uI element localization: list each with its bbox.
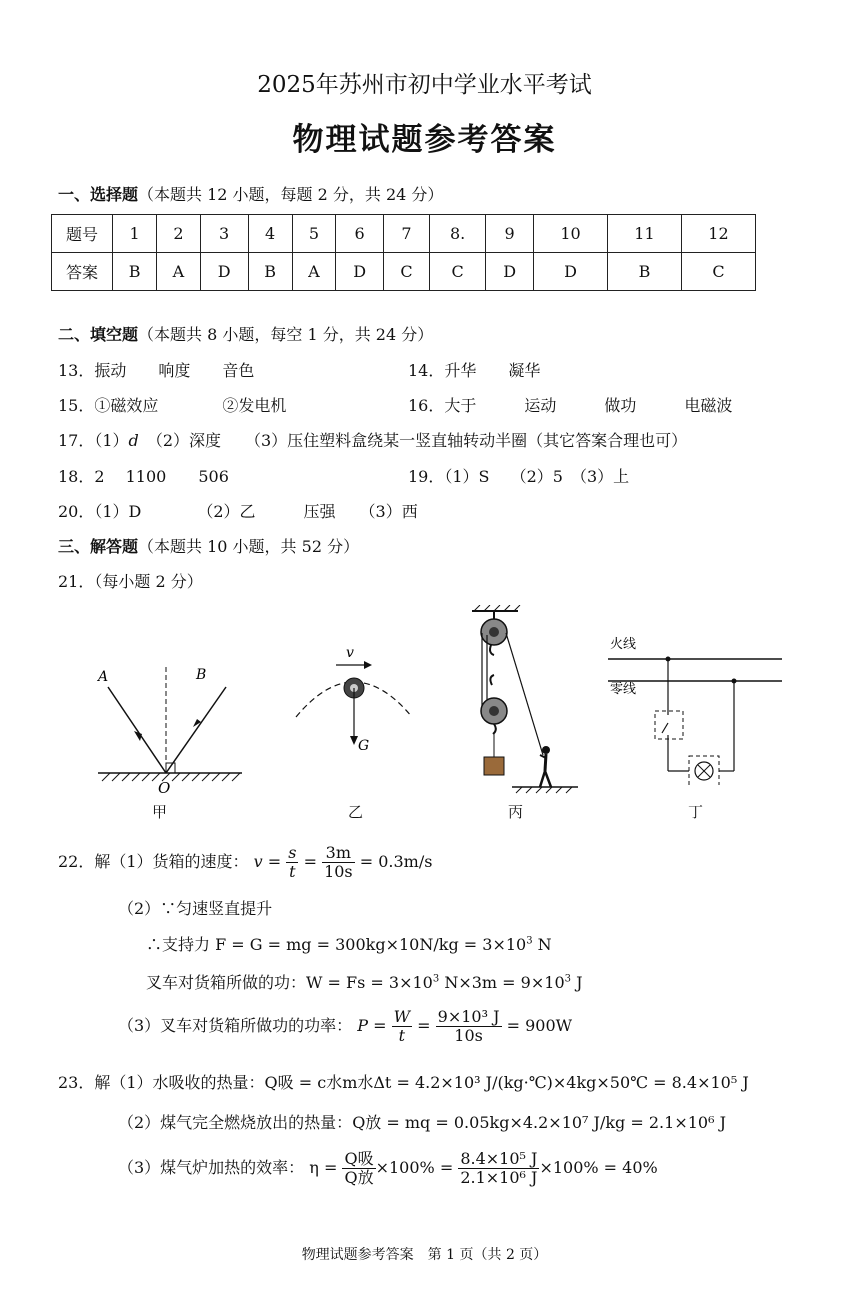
section-2-heading	[58, 322, 433, 345]
ball-arc-diagram	[290, 605, 420, 765]
table-cell: D	[200, 253, 248, 291]
table-cell: 1	[113, 215, 157, 253]
zero-wire-label: 零线	[610, 682, 637, 697]
table-cell: 5	[292, 215, 335, 253]
q22-p1-label: 22．解（1）货箱的速度：	[58, 852, 249, 871]
table-cell: 7	[384, 215, 430, 253]
q22-result-1: = 0.3m/s	[359, 852, 433, 871]
table-cell: 4	[248, 215, 292, 253]
row-label-a: 答案	[52, 253, 113, 291]
section-1-heading	[58, 182, 443, 205]
table-row-answers	[52, 253, 756, 291]
table-cell: C	[384, 253, 430, 291]
answer-22-part1: 22．解（1）货箱的速度： v = $\frac{s}{t}$ = $\frac{3m}{10s}$ = 0.3m/s	[58, 843, 433, 881]
caption-jia: 甲	[152, 803, 168, 821]
answer-17-var: d	[128, 431, 139, 450]
table-cell: A	[292, 253, 335, 291]
section-1-note: （本题共 12 小题，每题 2 分，共 24 分）	[138, 185, 444, 204]
answer-22-part3: （3）叉车对货箱所做功的功率： P = $\frac{W}{t}$ = $\frac{\text{9×10³ J}}{10s}$ = 900W	[118, 1007, 573, 1045]
table-cell: D	[534, 253, 608, 291]
section-2-title: 二、填空题	[58, 325, 139, 344]
answer-table	[51, 214, 756, 291]
answer-22-part2: （2）∵匀速竖直提升	[118, 899, 273, 918]
table-cell: D	[486, 253, 534, 291]
section-3-note: （本题共 10 小题，共 52 分）	[138, 537, 360, 556]
table-cell: C	[429, 253, 485, 291]
q22-var-v: v	[253, 852, 263, 871]
answer-14: 14．升华 凝华	[408, 361, 541, 380]
q22-fraction-4: $\frac{\text{9×10³ J}}{10s}$	[437, 1007, 500, 1045]
table-cell: 6	[336, 215, 384, 253]
table-cell: C	[681, 253, 755, 291]
answer-17	[58, 428, 687, 451]
label-A: A	[98, 669, 109, 685]
q22-fraction-3: $\frac{W}{t}$	[393, 1007, 411, 1045]
crate-icon	[484, 757, 504, 775]
row-label-q: 题号	[52, 215, 113, 253]
label-G: G	[358, 738, 370, 754]
answer-19: 19．（1）S （2）5 （3）上	[408, 467, 630, 486]
answer-23-part2: （2）煤气完全燃烧放出的热量：Q放 = mq = 0.05kg×4.2×10⁷ J/kg = 2.1×10⁶ J	[118, 1113, 727, 1132]
table-cell: B	[113, 253, 157, 291]
table-cell: 3	[200, 215, 248, 253]
page-footer: 物理试题参考答案 第 1 页（共 2 页）	[301, 1247, 548, 1263]
table-cell: B	[608, 253, 682, 291]
table-cell: 9	[486, 215, 534, 253]
section-3-heading	[58, 534, 359, 557]
circuit-diagram	[600, 605, 790, 785]
answer-16: 16．大于 运动 做功 电磁波	[408, 396, 733, 415]
label-B: B	[196, 667, 207, 683]
answer-13: 13．振动 响度 音色	[58, 361, 255, 380]
table-cell: 11	[608, 215, 682, 253]
section-2-note: （本题共 8 小题，每空 1 分，共 24 分）	[138, 325, 434, 344]
page-title: 物理试题参考答案	[292, 122, 557, 158]
answer-17-prefix: 17．（1）	[58, 431, 129, 450]
table-cell: 2	[157, 215, 200, 253]
answer-23-part3: （3）煤气炉加热的效率： η = Q吸 Q放 ×100% = $\frac{\text{8.4×10⁵ J}}{\text{2.1×10⁶ J}}$ ×100% = 40%	[118, 1149, 658, 1187]
table-row-numbers	[52, 215, 756, 253]
q23-eq-2: Q放 = mq = 0.05kg×4.2×10⁷ J/kg = 2.1×10⁶ J	[352, 1113, 727, 1132]
pulley-diagram	[460, 605, 585, 800]
answer-15: 15．①磁效应 ②发电机	[58, 396, 287, 415]
exam-title: 2025年苏州市初中学业水平考试	[257, 72, 592, 98]
section-1-title: 一、选择题	[58, 185, 139, 204]
table-cell: 10	[534, 215, 608, 253]
table-cell: D	[336, 253, 384, 291]
label-O: O	[158, 779, 171, 797]
table-cell: B	[248, 253, 292, 291]
answer-20: 20．（1）D （2）乙 压强 （3）西	[58, 502, 418, 521]
switch-box	[655, 711, 683, 739]
reflection-diagram	[90, 605, 250, 800]
label-v: v	[346, 645, 354, 661]
q23-fraction-1: Q吸 Q放	[344, 1149, 374, 1187]
answer-21-heading: 21．（每小题 2 分）	[58, 572, 203, 591]
section-3-title: 三、解答题	[58, 537, 139, 556]
fire-wire-label: 火线	[610, 637, 637, 652]
table-cell: 8.	[429, 215, 485, 253]
q22-fraction-2: $\frac{3m}{10s}$	[324, 843, 353, 881]
answer-18: 18．2 1100 506	[58, 467, 229, 486]
q22-fraction-1: $\frac{s}{t}$	[288, 843, 297, 881]
answer-23-part1: 23．解（1）水吸收的热量：Q吸 = c水m水Δt = 4.2×10³ J/(kg·℃)×4kg×50℃ = 8.4×10⁵ J	[58, 1073, 749, 1092]
answer-17-rest: （2）深度 （3）压住塑料盒绕某一竖直轴转动半圈（其它答案合理也可）	[154, 431, 688, 450]
caption-yi: 乙	[348, 803, 364, 821]
q23-fraction-2: $\frac{\text{8.4×10⁵ J}}{\text{2.1×10⁶ J}}$	[460, 1149, 538, 1187]
table-cell: A	[157, 253, 200, 291]
caption-ding: 丁	[688, 803, 704, 821]
answer-22-part2-work: 叉车对货箱所做的功：$W = Fs = 3\times 10^3$ $N\times 3m = 9\times 10^3$ J	[146, 973, 583, 992]
q23-eq-1: Q吸 = c水m水Δt = 4.2×10³ J/(kg·℃)×4kg×50℃ = 8.4×10⁵ J	[264, 1073, 749, 1092]
answer-22-part2-force: ∴支持力 F = G = mg = $300kg\times 10N/kg = 3\times 10^3$ N	[146, 935, 552, 954]
caption-bing: 丙	[508, 803, 524, 821]
table-cell: 12	[681, 215, 755, 253]
